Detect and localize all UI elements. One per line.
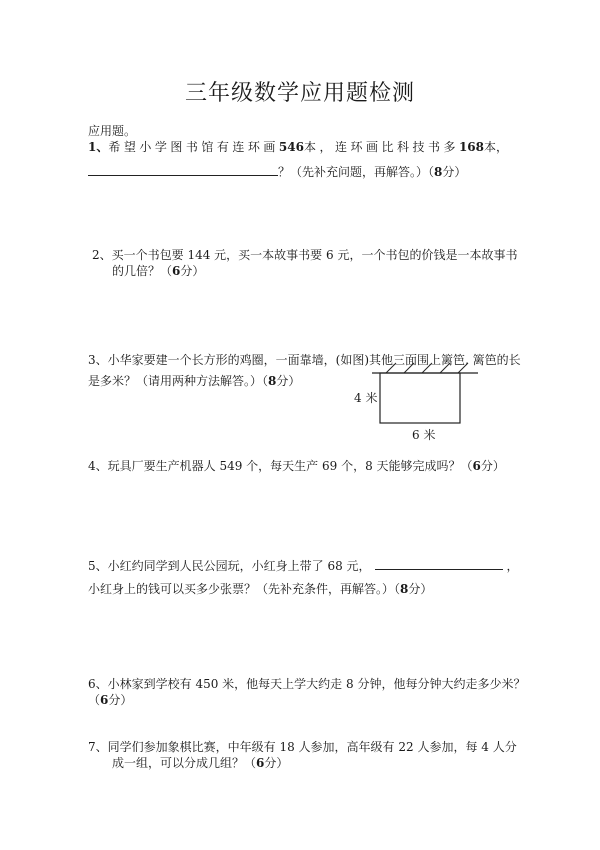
question-3-line-2 — [88, 374, 300, 388]
question-number: 3、 — [88, 353, 108, 367]
question-7-line-2 — [112, 756, 288, 770]
question-score-unit: 分） — [408, 582, 433, 596]
question-2-line-2 — [112, 264, 204, 278]
question-text: 同学们参加象棋比赛，中年级有 18 人参加，高年级有 22 人参加，每 4 人分 — [107, 740, 517, 754]
question-text: 小林家到学校有 450 米，他每天上学大约走 8 分钟，他每分钟大约走多少米？ — [107, 677, 526, 691]
question-4-line-1 — [88, 459, 505, 473]
question-text: ， — [506, 559, 519, 573]
question-text: 本， — [484, 140, 509, 154]
question-text: 本，连环画比科技书多 — [303, 140, 459, 154]
question-number: 6、 — [88, 677, 108, 691]
question-score: 8 — [400, 582, 409, 596]
question-text: ？（先补充问题，再解答。）（ — [278, 165, 435, 179]
question-5-line-2 — [88, 582, 432, 596]
bottom-length-label: 6 米 — [412, 428, 436, 442]
number-168: 168 — [458, 140, 485, 154]
question-score-unit: 分） — [480, 459, 505, 473]
question-score: 8 — [268, 374, 277, 388]
question-answer-blank[interactable] — [88, 164, 278, 176]
question-text: 小红身上的钱可以买多少张票？（先补充条件，再解答。）（ — [88, 582, 401, 596]
question-number: 4、 — [88, 459, 108, 473]
question-score-unit: 分） — [264, 756, 289, 770]
question-2-line-1 — [92, 248, 517, 262]
wall-hatching — [386, 363, 468, 373]
section-label: 应用题。 — [88, 124, 137, 138]
coop-rectangle — [380, 373, 460, 423]
question-6-line-1 — [88, 677, 525, 691]
question-number: 7、 — [88, 740, 108, 754]
question-answer-blank[interactable] — [375, 558, 503, 570]
question-score: 8 — [434, 165, 443, 179]
number-546: 546 — [278, 140, 304, 154]
question-score-unit: 分） — [108, 693, 133, 707]
question-number: 1、 — [88, 140, 109, 154]
question-1-line-2 — [88, 164, 466, 179]
question-score-unit: 分） — [276, 374, 301, 388]
side-length-label: 4 米 — [354, 391, 378, 405]
question-text: 买一个书包要 144 元，买一本故事书要 6 元，一个书包的价钱是一本故事书 — [111, 248, 518, 262]
question-score: 6 — [100, 693, 109, 707]
question-6-line-2 — [88, 693, 132, 707]
chicken-coop-figure — [340, 360, 500, 445]
question-5-line-1 — [88, 558, 519, 573]
question-number: 5、 — [88, 559, 108, 573]
question-text: （ — [88, 693, 101, 707]
question-text: 玩具厂要生产机器人 549 个，每天生产 69 个，8 天能够完成吗？（ — [107, 459, 473, 473]
question-7-line-1 — [88, 740, 517, 754]
question-score-unit: 分） — [442, 165, 467, 179]
question-number: 2、 — [92, 248, 112, 262]
question-score: 6 — [172, 264, 181, 278]
question-score: 6 — [256, 756, 265, 770]
question-text: 是多米？（请用两种方法解答。）（ — [88, 374, 269, 388]
question-score: 6 — [472, 459, 481, 473]
question-score-unit: 分） — [180, 264, 205, 278]
question-text: 小华家要建一个长方形的鸡圈，一面靠墙，(如图)其他三面围上篱笆, 篱笆的长 — [107, 353, 521, 367]
question-text: 小红约同学到人民公园玩，小红身上带了 68 元， — [107, 559, 371, 573]
question-text: 希望小学图书馆有连环画 — [108, 140, 279, 154]
question-text: 的几倍？（ — [112, 264, 173, 278]
page-title: 三年级数学应用题检测 — [184, 81, 415, 106]
question-1-line-1 — [88, 140, 509, 154]
question-text: 成一组，可以分成几组？（ — [112, 756, 257, 770]
